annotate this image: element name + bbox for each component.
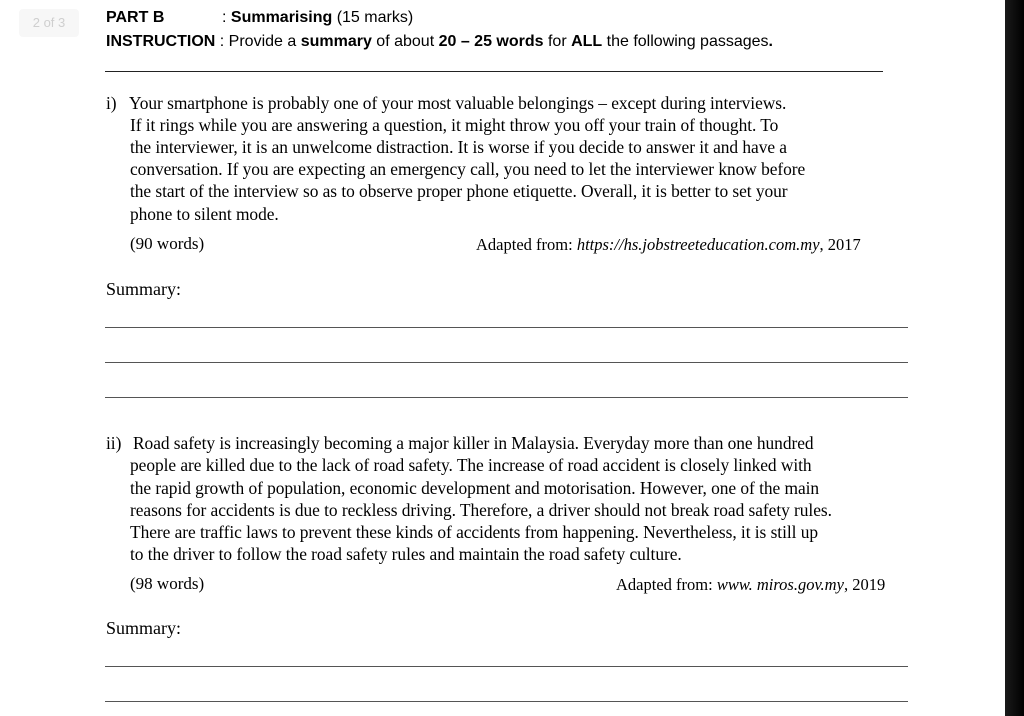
passage-1-summary-label: Summary: [106, 279, 181, 299]
passage-2-line: There are traffic laws to prevent these kinds of accidents from happening. Nevertheless, it is still up [130, 522, 819, 542]
passage-1-line: phone to silent mode. [130, 204, 279, 224]
viewer-scroll-edge [1005, 0, 1024, 716]
passage-1-number: i) [106, 93, 117, 113]
passage-1-source: Adapted from: https://hs.jobstreeteducation.com.my, 2017 [476, 235, 861, 254]
passage-1-line: Your smartphone is probably one of your most valuable belongings – except during interviews. [129, 93, 787, 113]
passage-2-line: reasons for accidents is due to reckless driving. Therefore, a driver should not break road safety rules. [130, 500, 832, 520]
passage-1-answer-line [105, 362, 908, 363]
passage-1-answer-line [105, 397, 908, 398]
passage-1-line: the interviewer, it is an unwelcome distraction. It is worse if you decide to answer it and have a [130, 137, 787, 157]
passage-1-word-count: (90 words) [130, 234, 205, 253]
passage-1-line: the start of the interview so as to observe proper phone etiquette. Overall, it is better to set your [130, 181, 788, 201]
passage-1-line: If it rings while you are answering a question, it might throw you off your train of thought. To [130, 115, 779, 135]
passage-2-summary-label: Summary: [106, 618, 181, 638]
passage-2-line: to the driver to follow the road safety rules and maintain the road safety culture. [130, 544, 682, 564]
passage-2-number: ii) [106, 433, 122, 453]
passage-2-source: Adapted from: www. miros.gov.my, 2019 [616, 575, 886, 594]
passage-1-line: conversation. If you are expecting an emergency call, you need to let the interviewer know before [130, 159, 806, 179]
page-indicator: 2 of 3 [19, 9, 79, 37]
part-heading: : Summarising (15 marks) [222, 9, 414, 26]
instruction: INSTRUCTION : Provide a summary of about 20 – 25 words for ALL the following passages. [106, 33, 773, 50]
passage-2-line: Road safety is increasingly becoming a major killer in Malaysia. Everyday more than one hundred [133, 433, 814, 453]
passage-2-answer-line [105, 701, 908, 702]
header-divider [105, 71, 883, 72]
passage-2-line: the rapid growth of population, economic development and motorisation. However, one of the main [130, 478, 820, 498]
passage-2-line: people are killed due to the lack of road safety. The increase of road accident is closely linked with [130, 455, 812, 475]
passage-2-answer-line [105, 666, 908, 667]
passage-2-word-count: (98 words) [130, 574, 205, 593]
part-label: PART B [106, 9, 165, 26]
passage-1-answer-line [105, 327, 908, 328]
